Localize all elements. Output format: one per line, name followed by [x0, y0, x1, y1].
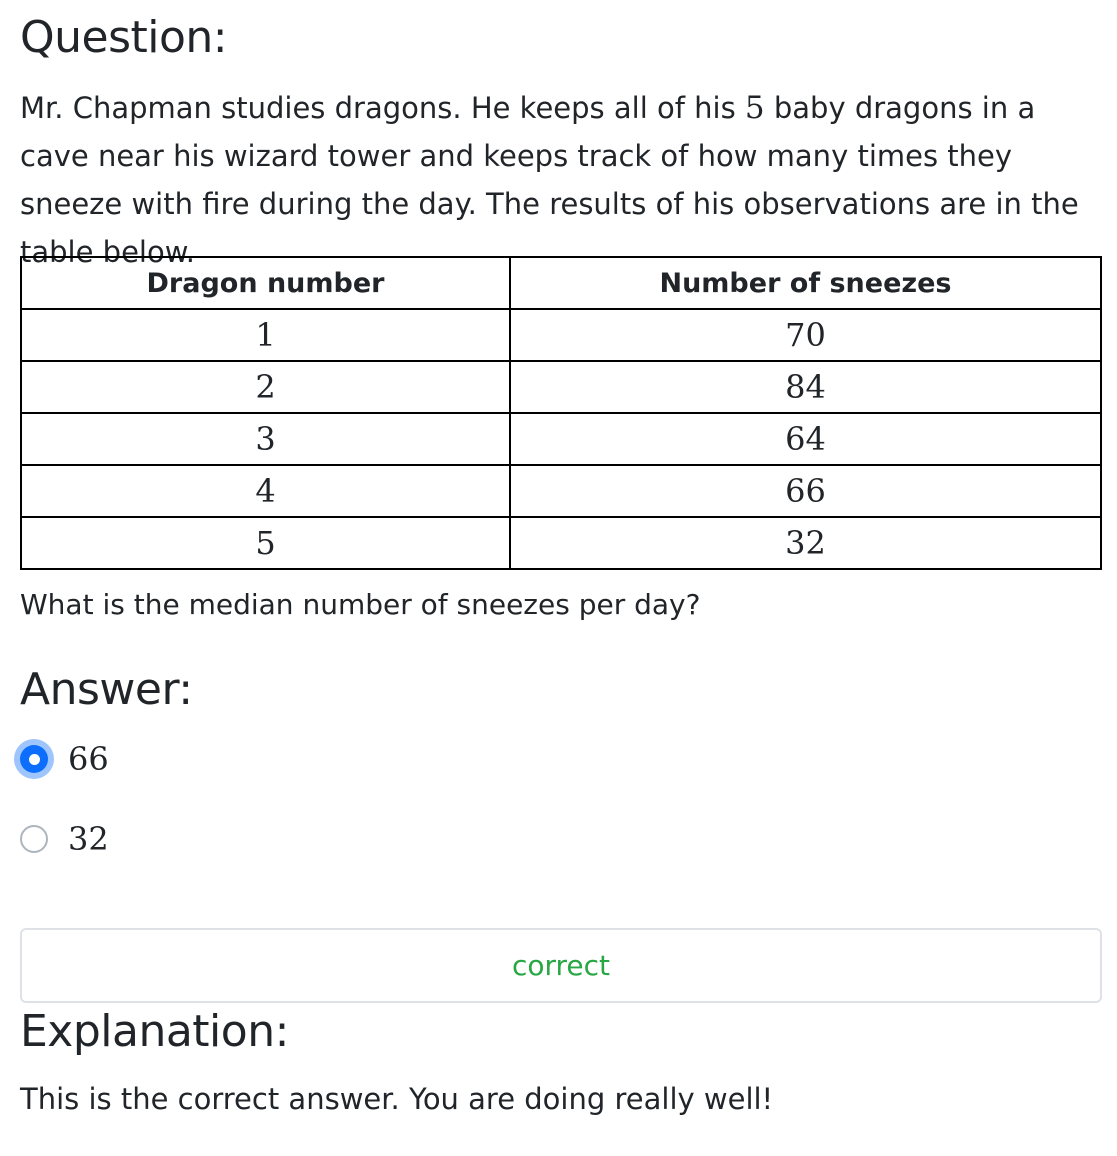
question-text: [20, 84, 1102, 276]
cell-dragon-number: 2: [21, 361, 510, 413]
cell-sneezes: 70: [510, 309, 1101, 361]
cell-sneezes: 84: [510, 361, 1101, 413]
table-row: [21, 309, 1101, 361]
dragon-count: 5: [744, 90, 765, 126]
cell-dragon-number: 3: [21, 413, 510, 465]
question-text-before: Mr. Chapman studies dragons. He keeps all of his: [20, 91, 745, 125]
answer-option-label: 32: [68, 820, 109, 858]
answer-option-label: 66: [68, 740, 109, 778]
question-heading: Question:: [20, 12, 228, 63]
answer-heading: Answer:: [20, 664, 193, 715]
table-row: [21, 361, 1101, 413]
radio-button[interactable]: [20, 825, 48, 853]
question-prompt: What is the median number of sneezes per day?: [20, 588, 701, 621]
table-row: [21, 465, 1101, 517]
table-header-row: [21, 257, 1101, 309]
table-row: [21, 413, 1101, 465]
radio-button-selected[interactable]: [20, 745, 48, 773]
cell-sneezes: 32: [510, 517, 1101, 569]
cell-dragon-number: 4: [21, 465, 510, 517]
table-row: [21, 517, 1101, 569]
header-dragon-number: Dragon number: [21, 257, 510, 309]
result-feedback: correct: [20, 928, 1102, 1003]
cell-sneezes: 64: [510, 413, 1101, 465]
cell-dragon-number: 5: [21, 517, 510, 569]
header-number-of-sneezes: Number of sneezes: [510, 257, 1101, 309]
cell-sneezes: 66: [510, 465, 1101, 517]
answer-option-66[interactable]: [20, 738, 109, 780]
question-text-after: baby dragons in a cave near his wizard tower and keeps track of how many times they sneeze with fire during the day. The results of his observations are in the table below.: [20, 91, 1079, 269]
explanation-text: This is the correct answer. You are doing really well!: [20, 1082, 774, 1116]
answer-option-32[interactable]: [20, 818, 109, 860]
sneeze-table: [20, 256, 1102, 570]
explanation-heading: Explanation:: [20, 1006, 289, 1057]
cell-dragon-number: 1: [21, 309, 510, 361]
